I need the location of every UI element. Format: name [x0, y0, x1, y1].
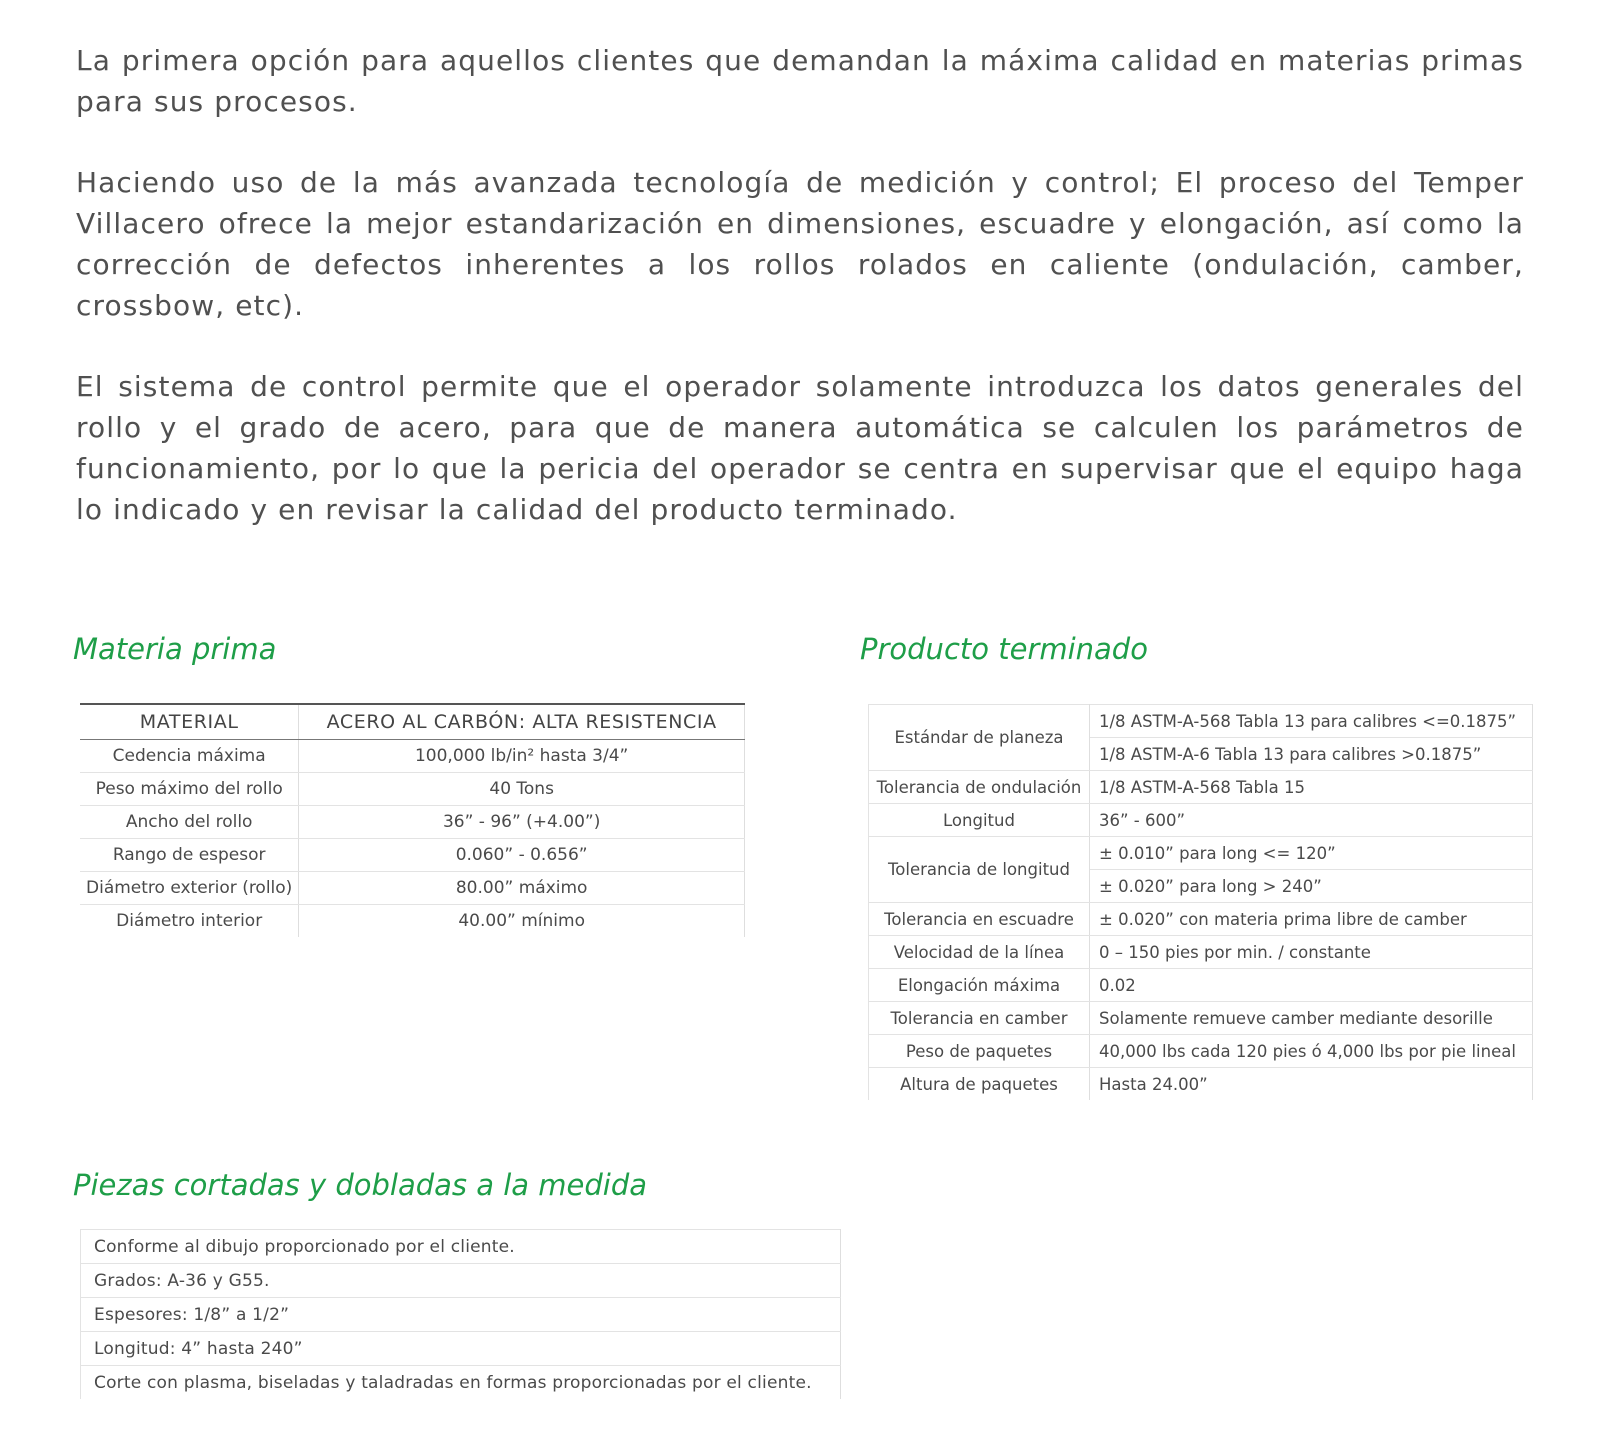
materia-prima-title: Materia prima	[73, 632, 277, 666]
table-row	[80, 905, 745, 938]
row-label: Longitud	[869, 804, 1090, 837]
row-value: 36” - 96” (+4.00”)	[299, 806, 745, 839]
row-value: 0.02	[1090, 969, 1533, 1002]
row-label: Tolerancia de ondulación	[869, 771, 1090, 804]
row-label: Tolerancia en camber	[869, 1002, 1090, 1035]
table-row	[869, 1002, 1533, 1035]
intro-paragraph-1: La primera opción para aquellos clientes que demandan la máxima calidad en materias primas para sus procesos.	[76, 44, 1524, 118]
row-value: Hasta 24.00”	[1090, 1068, 1533, 1101]
row-value: 100,000 lb/in² hasta 3/4”	[299, 740, 745, 773]
row-label: Peso máximo del rollo	[80, 773, 299, 806]
materia-prima-table	[80, 703, 745, 937]
row-value: ± 0.010” para long <= 120”	[1090, 837, 1533, 870]
row-label: Elongación máxima	[869, 969, 1090, 1002]
piezas-table	[80, 1229, 841, 1399]
intro-paragraph-3: El sistema de control permite que el operador solamente introduzca los datos generales del rollo y el grado de acero, para que de manera automática se calculen los parámetros de funcionamiento, por lo que la pericia del operador se centra en supervisar que el equipo haga lo indicado y en revisar la calidad del producto terminado.	[76, 370, 1524, 526]
header-material: MATERIAL	[80, 704, 299, 740]
table-row	[80, 806, 745, 839]
row-value: 0.060” - 0.656”	[299, 839, 745, 872]
row-value: 1/8 ASTM-A-6 Tabla 13 para calibres >0.1875”	[1090, 738, 1533, 771]
row-value: 80.00” máximo	[299, 872, 745, 905]
list-item: Longitud: 4” hasta 240”	[81, 1332, 841, 1366]
row-label: Rango de espesor	[80, 839, 299, 872]
table-row	[869, 903, 1533, 936]
intro-paragraph-2: Haciendo uso de la más avanzada tecnología de medición y control; El proceso del Temper Villacero ofrece la mejor estandarización en dimensiones, escuadre y elongación, así como la corrección de defectos inherentes a los rollos rolados en caliente (ondulación, camber, crossbow, etc).	[76, 166, 1524, 322]
table-row	[81, 1366, 841, 1400]
table-row	[81, 1264, 841, 1298]
row-value: 1/8 ASTM-A-568 Tabla 15	[1090, 771, 1533, 804]
row-label: Peso de paquetes	[869, 1035, 1090, 1068]
row-value: 40,000 lbs cada 120 pies ó 4,000 lbs por pie lineal	[1090, 1035, 1533, 1068]
list-item: Espesores: 1/8” a 1/2”	[81, 1298, 841, 1332]
row-label: Cedencia máxima	[80, 740, 299, 773]
intro-text	[76, 40, 1524, 570]
row-value: 40.00” mínimo	[299, 905, 745, 938]
table-row	[869, 804, 1533, 837]
row-value: ± 0.020” para long > 240”	[1090, 870, 1533, 903]
row-label: Altura de paquetes	[869, 1068, 1090, 1101]
piezas-title: Piezas cortadas y dobladas a la medida	[73, 1168, 648, 1202]
table-row	[869, 969, 1533, 1002]
table-row	[869, 1035, 1533, 1068]
row-value: 0 – 150 pies por min. / constante	[1090, 936, 1533, 969]
table-header-row	[80, 704, 745, 740]
table-row	[81, 1230, 841, 1264]
list-item: Corte con plasma, biseladas y taladradas en formas proporcionadas por el cliente.	[81, 1366, 841, 1400]
row-value: Solamente remueve camber mediante desorille	[1090, 1002, 1533, 1035]
table-row	[80, 839, 745, 872]
table-row	[869, 705, 1533, 738]
row-label: Velocidad de la línea	[869, 936, 1090, 969]
producto-terminado-title: Producto terminado	[860, 632, 1148, 666]
table-row	[869, 771, 1533, 804]
table-row	[81, 1298, 841, 1332]
row-label: Estándar de planeza	[869, 705, 1090, 771]
row-label: Diámetro exterior (rollo)	[80, 872, 299, 905]
row-label: Ancho del rollo	[80, 806, 299, 839]
header-acero: ACERO AL CARBÓN: ALTA RESISTENCIA	[299, 704, 745, 740]
row-label: Tolerancia de longitud	[869, 837, 1090, 903]
row-value: 36” - 600”	[1090, 804, 1533, 837]
list-item: Grados: A-36 y G55.	[81, 1264, 841, 1298]
row-value: 40 Tons	[299, 773, 745, 806]
table-row	[869, 1068, 1533, 1101]
table-row	[80, 740, 745, 773]
table-row	[869, 936, 1533, 969]
row-value: ± 0.020” con materia prima libre de camber	[1090, 903, 1533, 936]
table-row	[80, 773, 745, 806]
row-label: Tolerancia en escuadre	[869, 903, 1090, 936]
producto-terminado-table	[868, 704, 1533, 1100]
table-row	[81, 1332, 841, 1366]
row-value: 1/8 ASTM-A-568 Tabla 13 para calibres <=0.1875”	[1090, 705, 1533, 738]
table-row	[869, 837, 1533, 870]
table-row	[80, 872, 745, 905]
list-item: Conforme al dibujo proporcionado por el cliente.	[81, 1230, 841, 1264]
row-label: Diámetro interior	[80, 905, 299, 938]
